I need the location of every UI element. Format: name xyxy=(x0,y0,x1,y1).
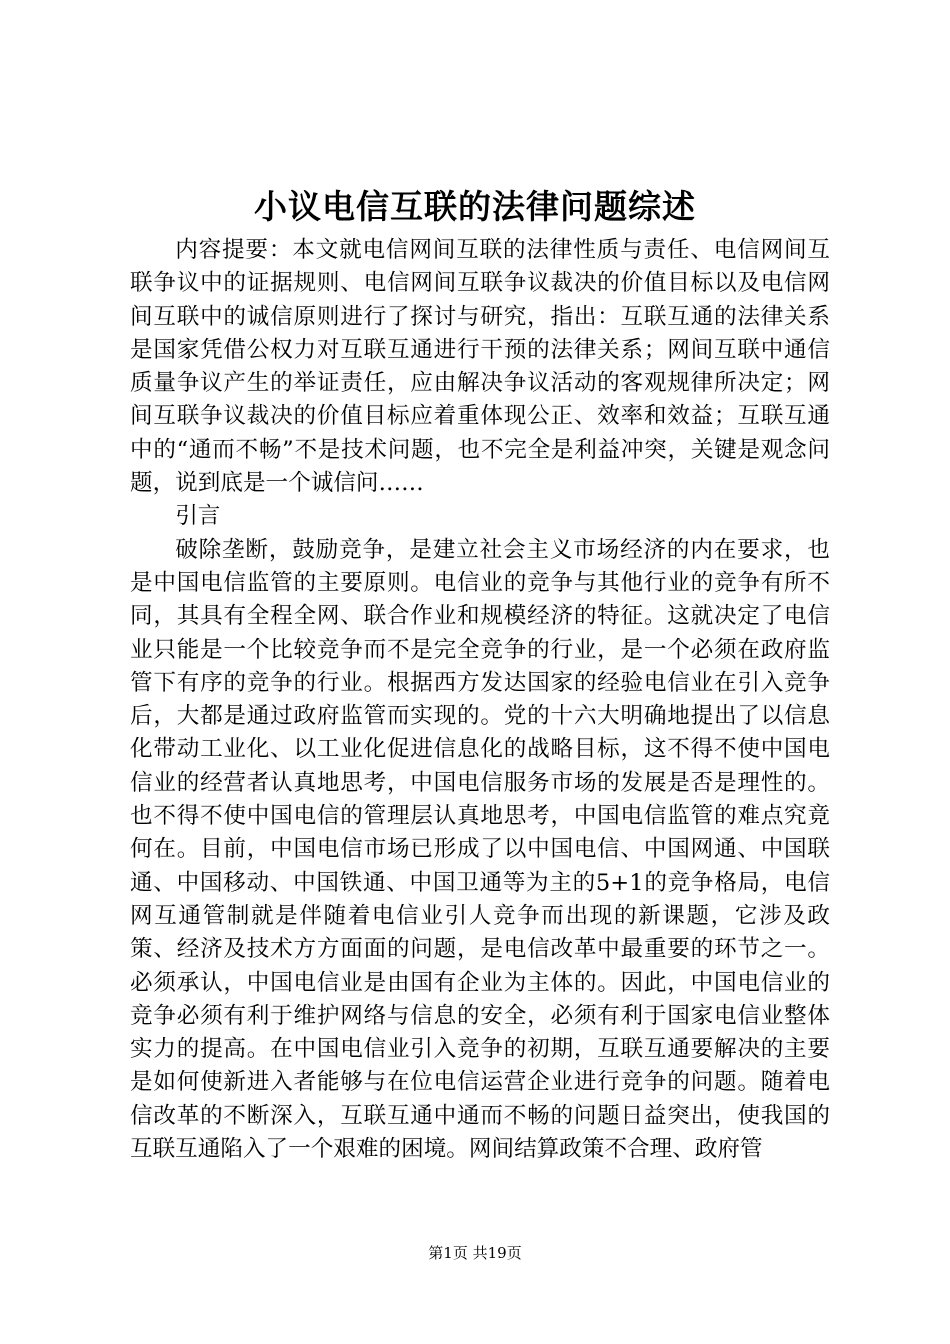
page-number-footer: 第1页 共19页 xyxy=(428,1244,522,1262)
body-paragraph: 破除垄断，鼓励竞争，是建立社会主义市场经济的内在要求，也是中国电信监管的主要原则。电信业的竞争与其他行业的竞争有所不同，其具有全程全网、联合作业和规模经济的特征。这就决定了电信业只能是一个比较竞争而不是完全竞争的行业，是一个必须在政府监管下有序的竞争的行业。根据西方发达国家的经验电信业在引入竞争后，大都是通过政府监管而实现的。党的十六大明确地提出了以信息化带动工业化、以工业化促进信息化的战略目标，这不得不使中国电信业的经营者认真地思考，中国电信服务市场的发展是否是理性的。也不得不使中国电信的管理层认真地思考，中国电信监管的难点究竟何在。目前，中国电信市场已形成了以中国电信、中国网通、中国联通、中国移动、中国铁通、中国卫通等为主的5+1的竞争格局，电信网互通管制就是伴随着电信业引人竞争而出现的新课题，它涉及政策、经济及技术方方面面的问题，是电信改革中最重要的环节之一。必须承认，中国电信业是由国有企业为主体的。因此，中国电信业的竞争必须有利于维护网络与信息的安全，必须有利于国家电信业整体实力的提高。在中国电信业引入竞争的初期，互联互通要解决的主要是如何使新进入者能够与在位电信运营企业进行竞争的问题。随着电信改革的不断深入，互联互通中通而不畅的问题日益突出，使我国的互联互通陷入了一个艰难的困境。网间结算政策不合理、政府管 xyxy=(130,536,830,1163)
document-title: 小议电信互联的法律问题综述 xyxy=(254,187,696,226)
document-body xyxy=(130,234,830,1166)
section-heading-introduction: 引言 xyxy=(175,503,221,530)
abstract-paragraph: 内容提要：本文就电信网间互联的法律性质与责任、电信网间互联争议中的证据规则、电信网间互联争议裁决的价值目标以及电信网间互联中的诚信原则进行了探讨与研究，指出：互联互通的法律关系是国家凭借公权力对互联互通进行干预的法律关系；网间互联中通信质量争议产生的举证责任，应由解决争议活动的客观规律所决定；网间互联争议裁决的价值目标应着重体现公正、效率和效益；互联互通中的“通而不畅”不是技术问题，也不完全是利益冲突，关键是观念问题，说到底是一个诚信问…… xyxy=(130,237,830,497)
